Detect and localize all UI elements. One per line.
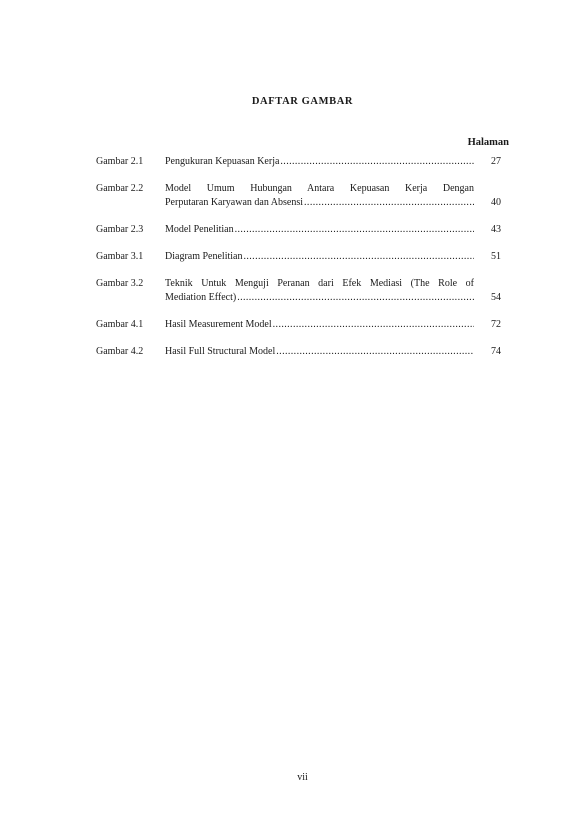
figure-title-text: Diagram Penelitian xyxy=(165,251,243,262)
figure-title-line xyxy=(165,345,474,359)
dot-leader xyxy=(280,155,474,169)
dot-leader xyxy=(237,291,474,305)
figure-title-text: Model Penelitian xyxy=(165,224,234,235)
dot-leader xyxy=(276,345,474,359)
figure-title-text: Pengukuran Kepuasan Kerja xyxy=(165,156,280,167)
figure-title-text: Hasil Full Structural Model xyxy=(165,346,276,357)
figure-number: Gambar 4.1 xyxy=(96,319,144,330)
figure-title xyxy=(165,318,474,332)
figure-entry xyxy=(96,318,501,332)
figure-title xyxy=(165,250,474,264)
figure-title xyxy=(165,223,474,237)
page-title: DAFTAR GAMBAR xyxy=(251,96,354,107)
figure-entry xyxy=(96,223,501,237)
page-column-header: Halaman xyxy=(467,137,509,148)
figure-number: Gambar 2.3 xyxy=(96,224,144,235)
figure-title xyxy=(165,345,474,359)
figure-title-line xyxy=(165,291,474,305)
figure-title-line xyxy=(165,196,474,210)
figure-number: Gambar 3.1 xyxy=(96,251,144,262)
figure-page-number: 74 xyxy=(491,346,501,357)
figure-page-number: 72 xyxy=(491,319,501,330)
figure-entry xyxy=(96,250,501,264)
figure-title xyxy=(165,277,474,305)
figure-number: Gambar 4.2 xyxy=(96,346,144,357)
figure-number: Gambar 2.2 xyxy=(96,183,144,194)
dot-leader xyxy=(273,318,474,332)
figure-title-line xyxy=(165,250,474,264)
figure-page-number: 40 xyxy=(491,197,501,208)
page-number: vii xyxy=(297,772,308,783)
dot-leader xyxy=(304,196,474,210)
figure-page-number: 54 xyxy=(491,292,501,303)
figure-number: Gambar 3.2 xyxy=(96,278,144,289)
figure-title xyxy=(165,182,474,210)
figure-page-number: 51 xyxy=(491,251,501,262)
figure-number: Gambar 2.1 xyxy=(96,156,144,167)
figure-title-line xyxy=(165,223,474,237)
figure-page-number: 43 xyxy=(491,224,501,235)
dot-leader xyxy=(235,223,474,237)
figure-title-line: Teknik Untuk Menguji Peranan dari Efek Mediasi (The Role of xyxy=(165,278,474,289)
figure-page-number: 27 xyxy=(491,156,501,167)
figure-title-line: Model Umum Hubungan Antara Kepuasan Kerja Dengan xyxy=(165,183,474,194)
dot-leader xyxy=(243,250,474,264)
figure-title-text: Mediation Effect) xyxy=(165,292,237,303)
figure-entry xyxy=(96,155,501,169)
figure-title-text: Hasil Measurement Model xyxy=(165,319,272,330)
figure-title-text: Perputaran Karyawan dan Absensi xyxy=(165,197,304,208)
figure-title xyxy=(165,155,474,169)
figure-title-line xyxy=(165,318,474,332)
figure-title-line xyxy=(165,155,474,169)
figure-list xyxy=(96,155,501,372)
figure-entry xyxy=(96,345,501,359)
figure-entry xyxy=(96,277,501,305)
figure-entry xyxy=(96,182,501,210)
